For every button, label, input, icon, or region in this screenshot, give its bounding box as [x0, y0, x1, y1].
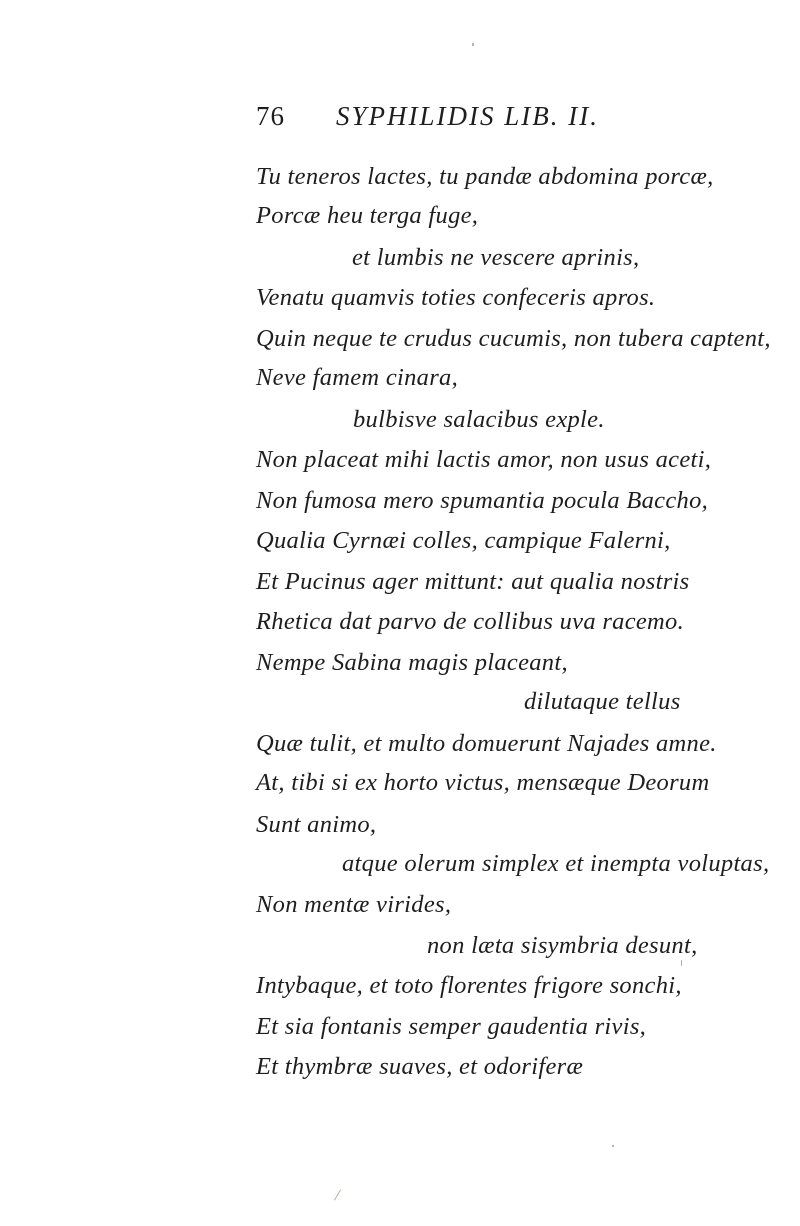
verse-line: Rhetica dat parvo de collibus uva racemo.	[256, 608, 685, 635]
verse-line: Et sia fontanis semper gaudentia rivis,	[256, 1013, 647, 1040]
verse-line: Sunt animo,	[256, 811, 377, 838]
verse-line: dilutaque tellus	[524, 688, 681, 715]
page-number: 76	[256, 101, 285, 131]
paper-speck	[472, 43, 474, 46]
paper-speck	[612, 1145, 614, 1147]
paper-speck	[681, 960, 682, 966]
verse-line: Et thymbræ suaves, et odoriferæ	[256, 1053, 584, 1080]
verse-line: Porcæ heu terga fuge,	[256, 202, 479, 229]
verse-line: At, tibi si ex horto victus, mensæque Deorum	[256, 769, 710, 796]
verse-line: non læta sisymbria desunt,	[427, 932, 698, 959]
verse-line: Non fumosa mero spumantia pocula Baccho,	[256, 487, 709, 514]
verse-line: Venatu quamvis toties confeceris apros.	[256, 284, 656, 311]
verse-line: atque olerum simplex et inempta voluptas,	[342, 850, 770, 877]
verse-line: Non mentæ virides,	[256, 891, 452, 918]
verse-line: bulbisve salacibus exple.	[353, 406, 605, 433]
paper-speck	[334, 1190, 341, 1201]
verse-line: Nempe Sabina magis placeant,	[256, 649, 568, 676]
verse-line: Quin neque te crudus cucumis, non tubera captent,	[256, 325, 771, 352]
verse-line: et lumbis ne vescere aprinis,	[352, 244, 640, 271]
verse-line: Intybaque, et toto florentes frigore sonchi,	[256, 972, 682, 999]
verse-line: Tu teneros lactes, tu pandæ abdomina porcæ,	[256, 163, 714, 190]
verse-line: Et Pucinus ager mittunt: aut qualia nostris	[256, 568, 690, 595]
running-head	[0, 101, 800, 141]
verse-line: Non placeat mihi lactis amor, non usus aceti,	[256, 446, 712, 473]
running-title: SYPHILIDIS LIB. II.	[336, 101, 599, 131]
verse-line: Quæ tulit, et multo domuerunt Najades amne.	[256, 730, 717, 757]
verse-line: Qualia Cyrnæi colles, campique Falerni,	[256, 527, 671, 554]
verse-line: Neve famem cinara,	[256, 364, 459, 391]
